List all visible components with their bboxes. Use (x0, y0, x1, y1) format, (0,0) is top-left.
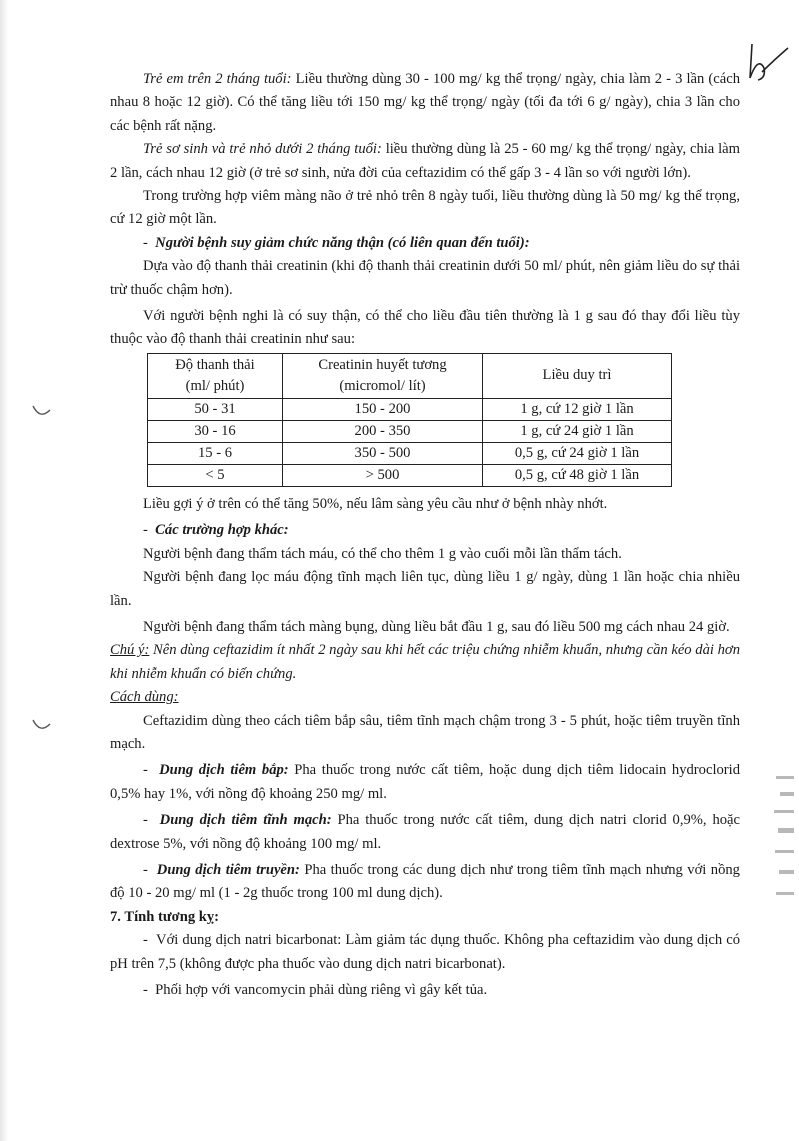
punch-hole-mark-bottom (30, 712, 54, 736)
scan-edge-shadow (0, 0, 8, 1141)
newborn-text: liều thường dùng là 25 - 60 mg/ kg thể trọng/ ngày, chia làm 2 lần, cách nhau 12 giờ (ở trẻ sơ sinh, nửa đời của ceftazidim có thể gấp 3 - 4 lần so với người lớn). (110, 141, 740, 181)
punch-hole-mark-top (30, 398, 54, 422)
usage-heading: Cách dùng: (110, 689, 179, 706)
dosage-children-paragraph (110, 68, 740, 138)
table-cell: 0,5 g, cứ 24 giờ 1 lần (483, 442, 672, 464)
document-page (110, 68, 740, 1002)
note-paragraph (110, 639, 740, 686)
table-cell: 200 - 350 (283, 420, 483, 442)
table-row (148, 398, 672, 420)
signature-mark (740, 38, 795, 98)
table-cell: 150 - 200 (283, 398, 483, 420)
header-creatinine: Creatinin huyết tương (micromol/ lít) (283, 353, 483, 398)
renal-paragraph-1: Dựa vào độ thanh thải creatinin (khi độ thanh thải creatinin dưới 50 ml/ phút, nên giảm liều do sự thải trừ thuốc chậm hơn). (110, 258, 740, 298)
other-paragraph-2: Người bệnh đang lọc máu động tĩnh mạch liên tục, dùng liều 1 g/ ngày, dùng 1 lần hoặc chia nhiều lần. (110, 569, 740, 609)
other-paragraph-1: Người bệnh đang thẩm tách máu, có thể cho thêm 1 g vào cuối mỗi lần thẩm tách. (143, 545, 622, 562)
renal-dash: - (143, 234, 148, 251)
stamp-fragment (770, 770, 799, 920)
table-cell: 30 - 16 (148, 420, 283, 442)
iv-solution-paragraph: - Dung dịch tiêm tĩnh mạch: Pha thuốc trong nước cất tiêm, dung dịch natri clorid 0,9%, hoặc dextrose 5%, với nồng độ khoảng 100 mg/ ml. (110, 812, 741, 852)
creatinine-clearance-table (147, 353, 672, 487)
header-clearance: Độ thanh thải (ml/ phút) (148, 353, 283, 398)
table-header-row (148, 353, 672, 398)
table-row (148, 442, 672, 464)
incompatibility-item-1: - Với dung dịch natri bicarbonat: Làm giảm tác dụng thuốc. Không pha ceftazidim vào dung dịch có pH trên 7,5 (không được pha thuốc vào dung dịch natri bicarbonat). (110, 932, 740, 972)
other-cases-heading: - Các trường hợp khác: (143, 522, 289, 539)
note-text: Nên dùng ceftazidim ít nhất 2 ngày sau khi hết các triệu chứng nhiễm khuẩn, nhưng cần kéo dài hơn khi nhiễm khuẩn có biến chứng. (110, 642, 740, 682)
note-label: Chú ý: (110, 642, 150, 659)
table-cell: 1 g, cứ 12 giờ 1 lần (483, 398, 672, 420)
renal-note: Liều gợi ý ở trên có thể tăng 50%, nếu lâm sàng yêu cầu như ở bệnh nhày nhớt. (143, 495, 608, 512)
table-row (148, 420, 672, 442)
table-cell: 1 g, cứ 24 giờ 1 lần (483, 420, 672, 442)
table-cell: < 5 (148, 464, 283, 486)
table-cell: 15 - 6 (148, 442, 283, 464)
section-7-heading: 7. Tính tương kỵ: (110, 908, 220, 925)
other-paragraph-3: Người bệnh đang thẩm tách màng bụng, dùng liều bắt đầu 1 g, sau đó liều 500 mg cách nhau 24 giờ. (143, 618, 730, 635)
table-cell: 50 - 31 (148, 398, 283, 420)
infusion-solution-paragraph: - Dung dịch tiêm truyền: Pha thuốc trong các dung dịch như trong tiêm tĩnh mạch nhưng với nồng độ 10 - 20 mg/ ml (1 - 2g thuốc trong 100 ml dung dịch). (110, 861, 740, 902)
table-cell: 0,5 g, cứ 48 giờ 1 lần (483, 464, 672, 486)
meningitis-paragraph: Trong trường hợp viêm màng não ở trẻ nhỏ trên 8 ngày tuổi, liều thường dùng là 50 mg/ kg thể trọng, cứ 12 giờ một lần. (110, 188, 740, 228)
newborn-lead: Trẻ sơ sinh và trẻ nhỏ dưới 2 tháng tuổi: (143, 141, 382, 158)
renal-heading: - Người bệnh suy giảm chức năng thận (có liên quan đến tuổi): (143, 234, 530, 251)
im-solution-paragraph: - Dung dịch tiêm bắp: Pha thuốc trong nước cất tiêm, hoặc dung dịch tiêm lidocain hydroclorid 0,5% hay 1%, với nồng độ khoảng 250 mg/ ml. (110, 762, 741, 802)
children-lead: Trẻ em trên 2 tháng tuổi: (143, 71, 292, 87)
usage-paragraph: Ceftazidim dùng theo cách tiêm bắp sâu, tiêm tĩnh mạch chậm trong 3 - 5 phút, hoặc tiêm truyền tĩnh mạch. (110, 712, 740, 752)
children-text: Liều thường dùng 30 - 100 mg/ kg thể trọng/ ngày, chia làm 2 - 3 lần (cách nhau 8 hoặc 12 giờ). Có thể tăng liều tới 150 mg/ kg thể trọng/ ngày (tối đa tới 6 g/ ngày), chia 3 lần cho các bệnh rất nặng. (110, 71, 740, 134)
incompatibility-item-2: - Phối hợp với vancomycin phải dùng riêng vì gây kết tủa. (143, 982, 488, 998)
dosage-newborn-paragraph (110, 138, 740, 185)
table-row (148, 464, 672, 486)
renal-paragraph-2: Với người bệnh nghi là có suy thận, có thể cho liều đầu tiên thường là 1 g sau đó thay đổi liều tùy thuộc vào độ thanh thải creatinin như sau: (110, 308, 740, 348)
header-maintenance-dose: Liều duy trì (483, 353, 672, 398)
table-cell: 350 - 500 (283, 442, 483, 464)
table-cell: > 500 (283, 464, 483, 486)
